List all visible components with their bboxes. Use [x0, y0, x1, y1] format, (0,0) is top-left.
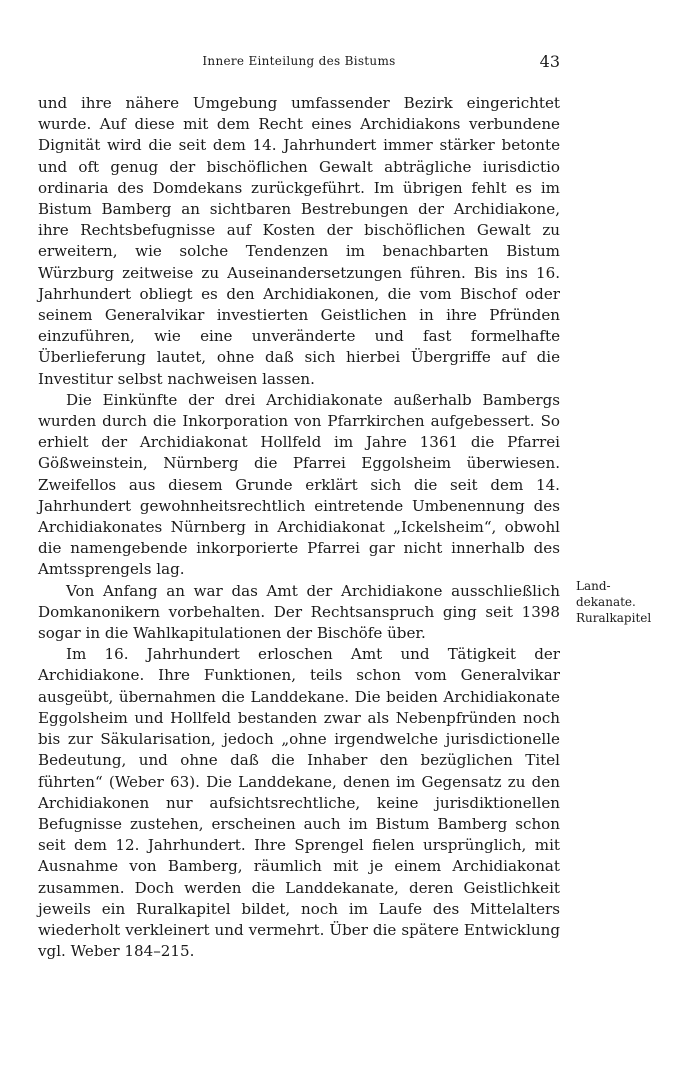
body-text — [38, 93, 560, 962]
paragraph-2: Die Einkünfte der drei Archidiakonate außerhalb Bambergs wurden durch die Inkorporation von Pfarrkirchen aufgebessert. So erhielt der Archidiakonat Hollfeld im Jahre 1361 die Pfarrei Gößweinstein, Nürnberg die Pfarrei Eggolsheim überwiesen. Zweifellos aus diesem Grunde erklärt sich die seit dem 14. Jahrhundert gewohnheitsrechtlich eintretende Umbenennung des Archidiakonates Nürnberg in Archidiakonat „Ickelsheim“, obwohl die namengebende inkorporierte Pfarrei gar nicht innerhalb des Amtssprengels lag. — [38, 390, 560, 579]
page-number: 43 — [539, 52, 560, 71]
marginal-note-line: Ruralkapitel — [576, 611, 652, 625]
marginal-note-line: Land- — [576, 579, 611, 593]
paragraph-4: Im 16. Jahrhundert erloschen Amt und Tätigkeit der Archidiakone. Ihre Funktionen, teils schon vom Generalvikar ausgeübt, übernahmen die Landdekane. Die beiden Archidiakonate Eggolsheim und Hollfeld bestanden zwar als Nebenpfründen noch bis zur Säkularisation, jedoch „ohne irgendwelche jurisdictionelle Bedeutung, und ohne daß die Inhaber den bezüglichen Titel führten“ (Weber 63). Die Landdekane, denen im Gegensatz zu den Archidiakonen nur aufsichtsrechtliche, keine jurisdiktionellen Befugnisse zustehen, erscheinen auch im Bistum Bamberg schon seit dem 12. Jahrhundert. Ihre Sprengel fielen ursprünglich, mit Ausnahme von Bamberg, räumlich mit je einem Archidiakonat zusammen. Doch werden die Landdekanate, deren Geistlichkeit jeweils ein Ruralkapitel bildet, noch im Laufe des Mittelalters wiederholt verkleinert und vermehrt. Über die spätere Entwicklung vgl. Weber 184–215. — [38, 645, 560, 961]
running-title: Innere Einteilung des Bistums — [202, 54, 396, 68]
paragraph-3: Von Anfang an war das Amt der Archidiakone ausschließlich Domkanonikern vorbehalten. Der Rechtsanspruch ging seit 1398 sogar in die Wahlkapitulationen der Bischöfe über. — [38, 581, 560, 643]
paragraph-1: und ihre nähere Umgebung umfassender Bezirk eingerichtet wurde. Auf diese mit dem Recht eines Archidiakons verbundene Dignität wird die seit dem 14. Jahrhundert immer stärker betonte und oft genug der bischöflichen Gewalt abträgliche iurisdictio ordinaria des Domdekans zurückgeführt. Im übrigen fehlt es im Bistum Bamberg an sichtbaren Bestrebungen der Archidiakone, ihre Rechtsbefugnisse auf Kosten der bischöflichen Gewalt zu erweitern, wie solche Tendenzen im benachbarten Bistum Würzburg zeitweise zu Auseinandersetzungen führen. Bis ins 16. Jahrhundert obliegt es den Archidiakonen, die vom Bischof oder seinem Generalvikar investierten Geistlichen in ihre Pfründen einzuführen, wie eine unveränderte und fast formelhafte Überlieferung lautet, ohne daß sich hierbei Übergriffe auf die Investitur selbst nachweisen lassen. — [38, 94, 560, 388]
marginal-note — [576, 578, 691, 626]
running-header — [38, 52, 560, 72]
marginal-note-line: dekanate. — [576, 595, 636, 609]
